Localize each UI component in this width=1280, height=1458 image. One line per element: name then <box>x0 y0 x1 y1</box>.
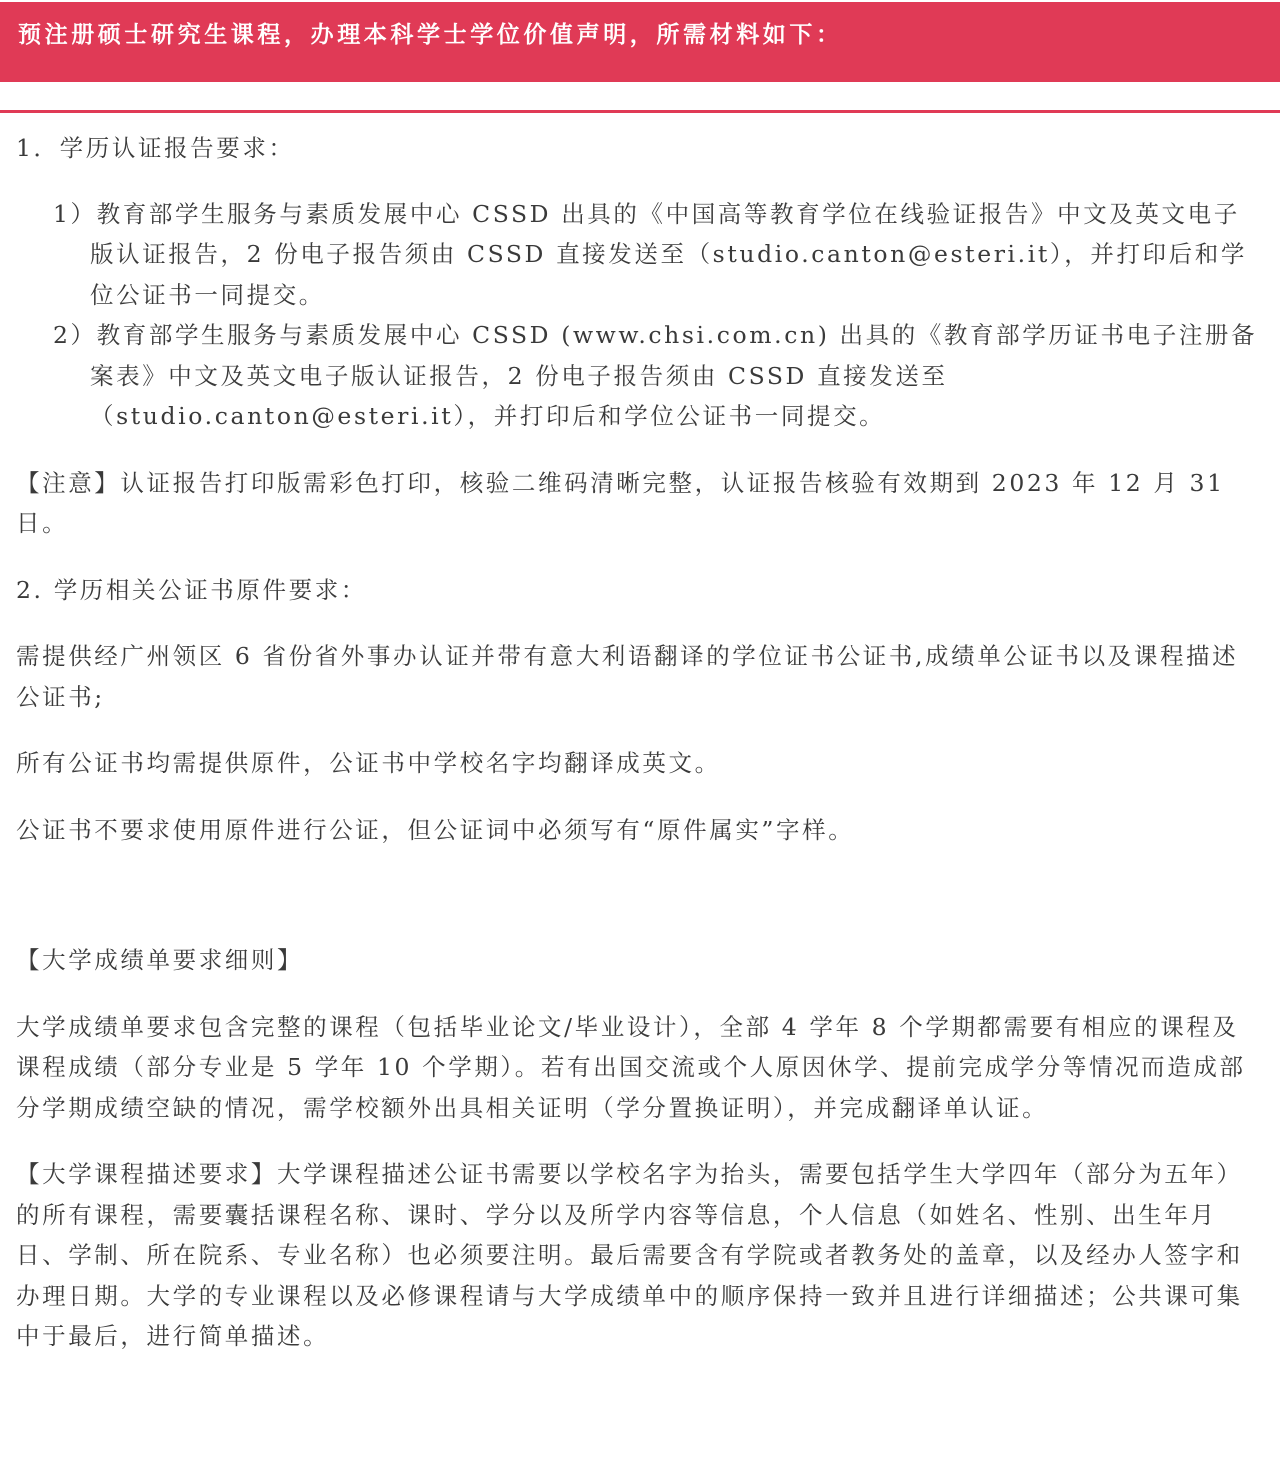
course-description-paragraph: 【大学课程描述要求】大学课程描述公证书需要以学校名字为抬头，需要包括学生大学四年（部分为五年）的所有课程，需要囊括课程名称、课时、学分以及所学内容等信息，个人信息（如姓名、性别、出生年月日、学制、所在院系、专业名称）也必须要注明。最后需要含有学院或者教务处的盖章，以及经办人签字和办理日期。大学的专业课程以及必修课程请与大学成绩单中的顺序保持一致并且进行详细描述；公共课可集中于最后，进行简单描述。 <box>16 1160 1243 1350</box>
transcript-paragraph: 大学成绩单要求包含完整的课程（包括毕业论文/毕业设计），全部 4 学年 8 个学期都需要有相应的课程及课程成绩（部分专业是 5 学年 10 个学期）。若有出国交流或个人原因休学、提前完成学分等情况而造成部分学期成绩空缺的情况，需学校额外出具相关证明（学分置换证明），并完成翻译单认证。 <box>16 1012 1246 1122</box>
section-1-item-1: 1）教育部学生服务与素质发展中心 CSSD 出具的《中国高等教育学位在线验证报告》中文及英文电子版认证报告，2 份电子报告须由 CSSD 直接发送至（studio.canton@esteri.it），并打印后和学位公证书一同提交。 <box>53 199 1247 309</box>
header-banner <box>0 0 1280 82</box>
section-1-item-2: 2）教育部学生服务与素质发展中心 CSSD (www.chsi.com.cn) 出具的《教育部学历证书电子注册备案表》中文及英文电子版认证报告，2 份电子报告须由 CSSD 直接发送至（studio.canton@esteri.it），并打印后和学位公证书一同提交。 <box>53 321 1258 430</box>
section-2-paragraph-1: 需提供经广州领区 6 省份省外事办认证并带有意大利语翻译的学位证书公证书,成绩单公证书以及课程描述公证书; <box>16 642 1239 711</box>
section-1-note: 【注意】认证报告打印版需彩色打印，核验二维码清晰完整，认证报告核验有效期到 2023 年 12 月 31 日。 <box>16 468 1225 537</box>
section-2-paragraph-3: 公证书不要求使用原件进行公证，但公证词中必须写有“原件属实”字样。 <box>16 815 855 844</box>
divider-line <box>0 110 1280 113</box>
section-1-heading: 1．学历认证报告要求： <box>16 134 295 162</box>
transcript-heading: 【大学成绩单要求细则】 <box>16 946 304 974</box>
document-body <box>16 128 1264 1357</box>
section-2-heading: 2. 学历相关公证书原件要求： <box>16 575 367 604</box>
section-2-paragraph-2: 所有公证书均需提供原件，公证书中学校名字均翻译成英文。 <box>16 749 721 777</box>
banner-title: 预注册硕士研究生课程，办理本科学士学位价值声明，所需材料如下： <box>18 22 843 48</box>
